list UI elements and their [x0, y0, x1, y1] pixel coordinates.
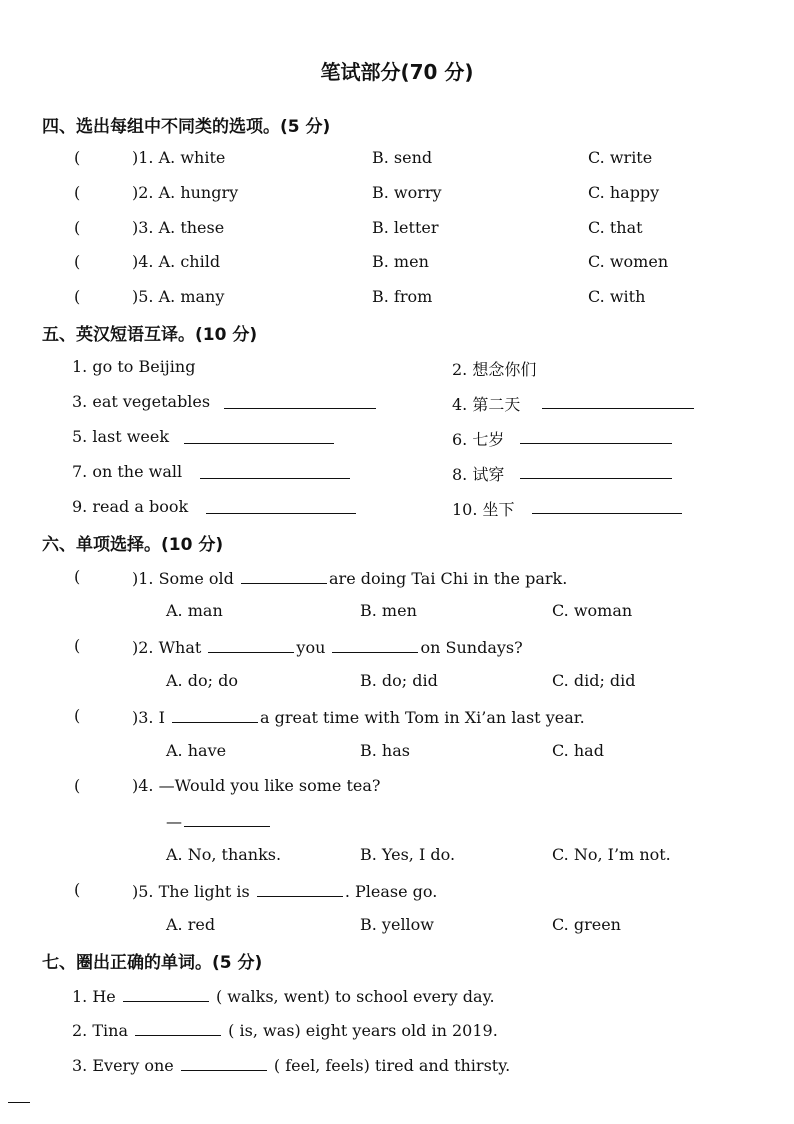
- answer-paren[interactable]: (: [74, 880, 81, 899]
- option-a: A. have: [166, 741, 227, 760]
- option-b: B. men: [372, 252, 429, 271]
- option-a: )4. A. child: [132, 252, 221, 271]
- option-a: A. red: [166, 915, 216, 934]
- option-b: B. yellow: [360, 915, 434, 934]
- phrase-6: 6. 七岁: [452, 430, 505, 449]
- phrase-5: 5. last week: [72, 427, 170, 446]
- question-text: )3. I a great time with Tom in Xi’an last year.: [132, 708, 585, 727]
- s5-row-1: [0, 357, 794, 381]
- phrase-8: 8. 试穿: [452, 465, 505, 484]
- s4-question-3: [0, 218, 794, 242]
- option-c: C. did; did: [552, 671, 636, 690]
- option-b: B. men: [360, 601, 417, 620]
- option-c: C. woman: [552, 601, 633, 620]
- page-title: 笔试部分(70 分): [320, 60, 474, 84]
- option-b: B. Yes, I do.: [360, 845, 456, 864]
- s6-question-5: [0, 880, 794, 904]
- reply-dash: —: [166, 810, 272, 831]
- option-b: B. has: [360, 741, 410, 760]
- s5-row-3: [0, 427, 794, 451]
- question-text: )2. What you on Sundays?: [132, 638, 523, 657]
- option-c: C. happy: [588, 183, 660, 202]
- option-b: B. worry: [372, 183, 442, 202]
- phrase-2: 2. 想念你们: [452, 360, 537, 379]
- option-b: B. do; did: [360, 671, 438, 690]
- option-a: A. man: [166, 601, 223, 620]
- answer-blank[interactable]: [208, 636, 294, 653]
- section-6-heading: 六、单项选择。(10 分): [42, 535, 224, 555]
- answer-paren[interactable]: (: [74, 148, 81, 167]
- answer-blank[interactable]: [181, 1054, 267, 1071]
- answer-line[interactable]: [184, 427, 334, 444]
- answer-blank[interactable]: [332, 636, 418, 653]
- s6-reply-line: [0, 810, 794, 834]
- option-a: A. do; do: [166, 671, 238, 690]
- s6-question-3: [0, 706, 794, 730]
- page-edge-mark: [8, 1102, 30, 1103]
- s6-options-1: [0, 601, 794, 625]
- s5-row-2: [0, 392, 794, 416]
- s6-question-1: [0, 567, 794, 591]
- answer-line[interactable]: [200, 462, 350, 479]
- answer-paren[interactable]: (: [74, 636, 81, 655]
- answer-blank[interactable]: [172, 706, 258, 723]
- answer-line[interactable]: [224, 392, 376, 409]
- answer-paren[interactable]: (: [74, 287, 81, 306]
- section-4-heading: 四、选出每组中不同类的选项。(5 分): [42, 117, 331, 137]
- option-c: C. No, I’m not.: [552, 845, 671, 864]
- answer-paren[interactable]: (: [74, 252, 81, 271]
- question-text: )5. The light is . Please go.: [132, 882, 438, 901]
- phrase-9: 9. read a book: [72, 497, 189, 516]
- answer-paren[interactable]: (: [74, 706, 81, 725]
- s7-item-2: [0, 1019, 794, 1043]
- s4-question-2: [0, 183, 794, 207]
- option-a: )5. A. many: [132, 287, 225, 306]
- option-a: )3. A. these: [132, 218, 225, 237]
- s4-question-4: [0, 252, 794, 276]
- answer-line[interactable]: [542, 392, 694, 409]
- option-c: C. women: [588, 252, 669, 271]
- s6-options-4: [0, 845, 794, 869]
- section-5-heading: 五、英汉短语互译。(10 分): [42, 325, 258, 345]
- option-c: C. write: [588, 148, 653, 167]
- s6-question-2: [0, 636, 794, 660]
- option-a: A. No, thanks.: [166, 845, 282, 864]
- answer-line[interactable]: [520, 462, 672, 479]
- option-b: B. letter: [372, 218, 439, 237]
- s6-options-2: [0, 671, 794, 695]
- option-c: C. had: [552, 741, 604, 760]
- s7-item-3: [0, 1054, 794, 1078]
- s6-options-3: [0, 741, 794, 765]
- answer-line[interactable]: [532, 497, 682, 514]
- word-choice-text: 1. He ( walks, went) to school every day.: [72, 987, 495, 1006]
- s5-row-4: [0, 462, 794, 486]
- answer-blank[interactable]: [257, 880, 343, 897]
- answer-blank[interactable]: [135, 1019, 221, 1036]
- answer-line[interactable]: [520, 427, 672, 444]
- s7-item-1: [0, 985, 794, 1009]
- word-choice-text: 3. Every one ( feel, feels) tired and thirsty.: [72, 1056, 511, 1075]
- question-text: )1. Some old are doing Tai Chi in the park.: [132, 569, 568, 588]
- phrase-4: 4. 第二天: [452, 395, 521, 414]
- answer-paren[interactable]: (: [74, 183, 81, 202]
- answer-blank[interactable]: [241, 567, 327, 584]
- option-b: B. from: [372, 287, 433, 306]
- s5-row-5: [0, 497, 794, 521]
- option-c: C. green: [552, 915, 621, 934]
- answer-paren[interactable]: (: [74, 567, 81, 586]
- s4-question-5: [0, 287, 794, 311]
- option-c: C. with: [588, 287, 646, 306]
- answer-blank[interactable]: [184, 810, 270, 827]
- word-choice-text: 2. Tina ( is, was) eight years old in 2019.: [72, 1021, 498, 1040]
- phrase-3: 3. eat vegetables: [72, 392, 211, 411]
- s6-options-5: [0, 915, 794, 939]
- phrase-1: 1. go to Beijing: [72, 357, 196, 376]
- option-a: )1. A. white: [132, 148, 226, 167]
- answer-line[interactable]: [206, 497, 356, 514]
- answer-blank[interactable]: [123, 985, 209, 1002]
- s6-question-4: [0, 776, 794, 800]
- phrase-7: 7. on the wall: [72, 462, 183, 481]
- answer-paren[interactable]: (: [74, 776, 81, 795]
- answer-paren[interactable]: (: [74, 218, 81, 237]
- section-7-heading: 七、圈出正确的单词。(5 分): [42, 953, 263, 973]
- option-b: B. send: [372, 148, 433, 167]
- option-a: )2. A. hungry: [132, 183, 239, 202]
- option-c: C. that: [588, 218, 643, 237]
- question-text: )4. —Would you like some tea?: [132, 776, 381, 795]
- s4-question-1: [0, 148, 794, 172]
- phrase-10: 10. 坐下: [452, 500, 515, 519]
